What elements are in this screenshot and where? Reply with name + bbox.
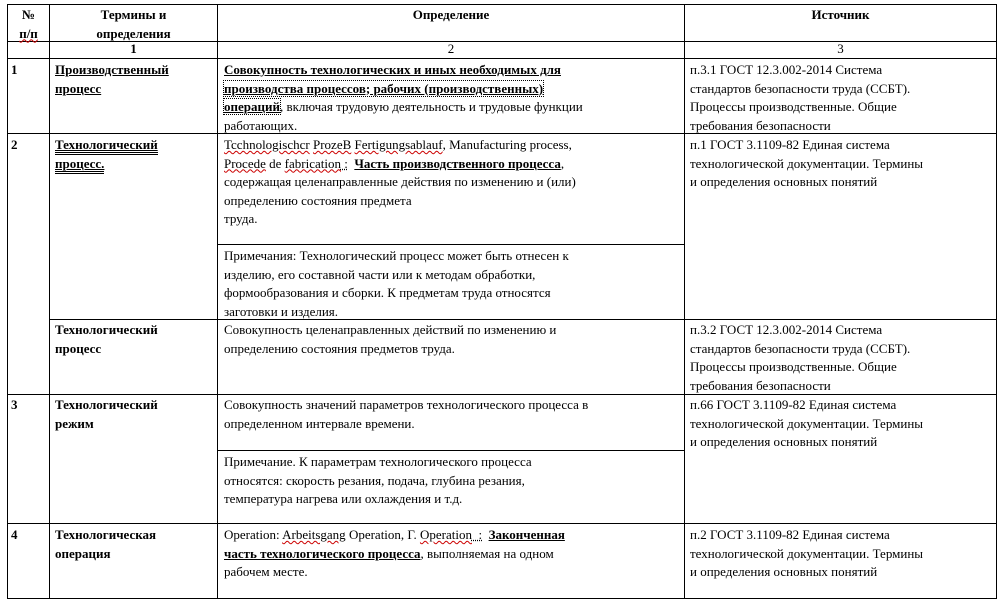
row4-term-b: операция bbox=[55, 545, 111, 561]
row3-source bbox=[690, 396, 923, 452]
row4-source bbox=[690, 526, 923, 582]
row4-def-word5: : bbox=[471, 527, 483, 542]
row4-src-line3: и определения основных понятий bbox=[690, 564, 878, 579]
row3-term bbox=[55, 396, 158, 433]
row2-term-a: Технологический bbox=[55, 137, 158, 155]
row2-def-word1: Tcchnologischcr bbox=[224, 137, 310, 152]
row1-num: 1 bbox=[11, 62, 18, 77]
row4-term-a: Технологическая bbox=[55, 527, 157, 542]
header-terms-b: определения bbox=[96, 25, 171, 41]
row2-src-line1: п.1 ГОСТ 3.1109-82 Единая система bbox=[690, 137, 890, 152]
table-border-left bbox=[7, 4, 8, 599]
row2-src-line2: технологической документации. Термины bbox=[690, 155, 924, 171]
row2-def-word8: : bbox=[340, 155, 348, 171]
row3-term-b: режим bbox=[55, 415, 94, 431]
row2-def-note-divider bbox=[217, 244, 684, 245]
row2-note-line1: Примечания: Технологический процесс может быть отнесен к bbox=[224, 248, 569, 263]
row4-def-line2-rest: , выполняемая на одном bbox=[420, 545, 554, 561]
row1-source bbox=[690, 61, 910, 135]
row3-def-line1: Совокупность значений параметров технологического процесса в bbox=[224, 397, 589, 412]
row2-def-word6: de bbox=[265, 155, 285, 171]
row2b-def-line1: Совокупность целенаправленных действий по изменению и bbox=[224, 322, 557, 337]
table-border-bottom bbox=[7, 598, 997, 599]
row2-def-line4: определению состояния предмета bbox=[224, 192, 412, 208]
row3-definition bbox=[224, 396, 682, 433]
row4-src-line1: п.2 ГОСТ 3.1109-82 Единая система bbox=[690, 527, 890, 542]
row1-src-line2: стандартов безопасности труда (ССБТ). bbox=[690, 80, 911, 96]
row2b-term bbox=[55, 321, 158, 358]
row2-num: 2 bbox=[11, 137, 18, 152]
header-num-a: № bbox=[21, 7, 36, 22]
colnum-1: 1 bbox=[130, 41, 137, 56]
row4-def-word3: Operation, Г. bbox=[345, 527, 420, 542]
row4-definition bbox=[224, 526, 682, 582]
row3-src-line2: технологической документации. Термины bbox=[690, 415, 924, 431]
row3-num: 3 bbox=[11, 397, 18, 412]
header-terms bbox=[50, 6, 217, 43]
row2-src-line3: и определения основных понятий bbox=[690, 174, 878, 189]
row3-src-line1: п.66 ГОСТ 3.1109-82 Единая система bbox=[690, 397, 897, 412]
colnum-3: 3 bbox=[837, 41, 844, 56]
row2-def-line2-rest: , bbox=[560, 155, 565, 171]
row3-def-note-divider bbox=[217, 450, 684, 451]
row2-def-word4: , Manufacturing process, bbox=[442, 137, 572, 152]
header-source: Источник bbox=[811, 7, 870, 22]
header-definition: Определение bbox=[412, 7, 490, 22]
row2-def-word3: Fertigungsablauf bbox=[354, 137, 443, 152]
row2-source bbox=[690, 136, 923, 192]
row2b-src-line4: требования безопасности bbox=[690, 377, 831, 393]
row2b-definition bbox=[224, 321, 682, 358]
row2-def-line3: содержащая целенаправленные действия по изменению и (или) bbox=[224, 174, 576, 189]
row1-term bbox=[55, 61, 169, 98]
row4-def-line2-bold: часть технологического процесса bbox=[224, 545, 421, 561]
row3-note-line2: относятся: скорость резания, подача, глубина резания, bbox=[224, 472, 525, 488]
row2-note bbox=[224, 247, 682, 321]
row2b-def-line2: определению состояния предметов труда. bbox=[224, 340, 455, 356]
row1-src-line1: п.3.1 ГОСТ 12.3.002-2014 Система bbox=[690, 62, 883, 77]
row3-term-a: Технологический bbox=[55, 397, 158, 412]
row2-definition bbox=[224, 136, 682, 229]
header-num-b: п/п bbox=[19, 25, 38, 41]
row2-term-b: процесс. bbox=[55, 156, 104, 174]
row1-src-line3: Процессы производственные. Общие bbox=[690, 99, 897, 114]
row1-src-line4: требования безопасности bbox=[690, 117, 831, 133]
row2-def-word2: ProzeB bbox=[312, 137, 352, 152]
row1-def-line3-rest: , включая трудовую деятельность и трудовые функции bbox=[279, 99, 583, 114]
row2-def-line2-bold: Часть производственного процесса bbox=[354, 155, 561, 171]
row3-def-line2: определенном интервале времени. bbox=[224, 415, 415, 431]
row3-note-line1: Примечание. К параметрам технологического процесса bbox=[224, 454, 532, 469]
row1-def-line1: Совокупность технологических и иных необходимых для bbox=[224, 62, 561, 77]
row2-def-line5: труда. bbox=[224, 211, 258, 226]
row2b-src-line2: стандартов безопасности труда (ССБТ). bbox=[690, 340, 911, 356]
row2b-source bbox=[690, 321, 910, 395]
header-terms-a: Термины и bbox=[100, 7, 167, 22]
row4-def-line3: рабочем месте. bbox=[224, 564, 308, 579]
row4-term bbox=[55, 526, 156, 563]
row4-num: 4 bbox=[11, 527, 18, 542]
row1-term-b: процесс bbox=[55, 80, 102, 96]
row1-def-line3-bold: операций bbox=[224, 99, 280, 114]
row1-term-a: Производственный bbox=[55, 62, 169, 77]
row3-src-line3: и определения основных понятий bbox=[690, 434, 878, 449]
row2-def-word5: Procede bbox=[224, 155, 266, 171]
row2-term bbox=[55, 136, 158, 173]
row2b-src-line3: Процессы производственные. Общие bbox=[690, 359, 897, 374]
row2-note-line2: изделию, его составной части или к методам обработки, bbox=[224, 266, 536, 282]
row2-note-line4: заготовки и изделия. bbox=[224, 303, 339, 319]
row4-src-line2: технологической документации. Термины bbox=[690, 545, 924, 561]
header-num bbox=[8, 6, 49, 43]
row2b-term-b: процесс bbox=[55, 340, 102, 356]
row4-def-word4: Operation bbox=[419, 527, 472, 542]
col-divider-2 bbox=[217, 4, 218, 599]
row2b-term-a: Технологический bbox=[55, 322, 158, 337]
row2-def-word7: fabrication bbox=[284, 155, 341, 171]
col-divider-1 bbox=[49, 4, 50, 599]
row4-def-word1: Operation: bbox=[224, 527, 283, 542]
row1-def-line2: производства процессов; рабочих (производственных) bbox=[224, 80, 544, 96]
row4-def-word2: Arbeitsgang bbox=[282, 527, 346, 542]
row3-note bbox=[224, 453, 682, 509]
colnum-2: 2 bbox=[447, 41, 455, 56]
row2b-src-line1: п.3.2 ГОСТ 12.3.002-2014 Система bbox=[690, 322, 883, 337]
row3-divider bbox=[7, 523, 997, 524]
table-border-right bbox=[996, 4, 997, 599]
row2-note-line3: формообразования и сборки. К предметам труда относятся bbox=[224, 285, 551, 300]
table-border-top bbox=[7, 4, 997, 5]
row1-definition bbox=[224, 61, 682, 135]
col-divider-3 bbox=[684, 4, 685, 599]
row1-def-line4: работающих. bbox=[224, 117, 298, 133]
row4-def-word6: Законченная bbox=[488, 527, 565, 542]
row3-note-line3: температура нагрева или охлаждения и т.д. bbox=[224, 491, 463, 506]
